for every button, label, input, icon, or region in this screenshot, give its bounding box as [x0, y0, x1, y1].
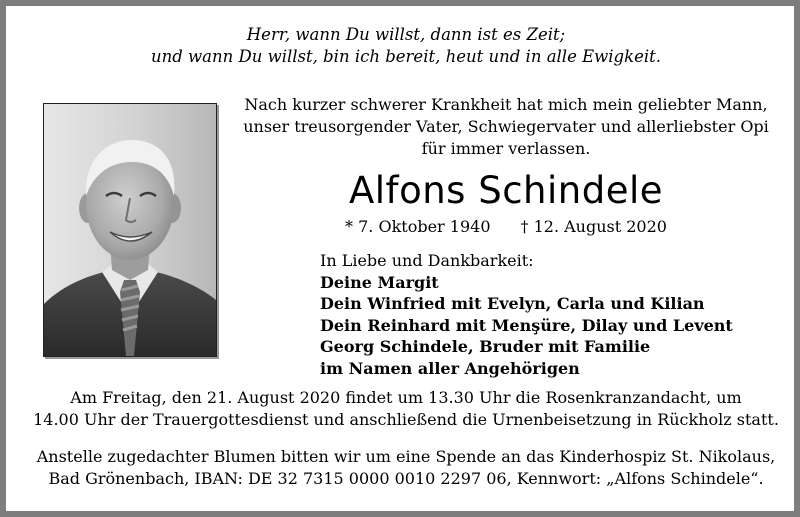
service-line-2: 14.00 Uhr der Trauergottesdienst und anschließend die Urnenbeisetzung in Rückholz statt. [33, 409, 779, 429]
funeral-service-info [6, 387, 800, 430]
mourner-entry: Dein Winfried mit Evelyn, Carla und Kilian [320, 294, 705, 313]
verse-line-1: Herr, wann Du willst, dann ist es Zeit; [246, 25, 566, 44]
mourner-entry: Dein Reinhard mit Menşüre, Dilay und Levent [320, 315, 733, 335]
birth-date: * 7. Oktober 1940 [345, 217, 491, 236]
announcement-line-3: für immer verlassen. [421, 139, 591, 158]
verse-line-2: und wann Du willst, bin ich bereit, heut und in alle Ewigkeit. [150, 47, 662, 66]
mourner-entry: im Namen aller Angehörigen [320, 358, 580, 378]
announcement-line-2: unser treusorgender Vater, Schwiegervater und allerliebster Opi [243, 117, 769, 136]
life-dates [228, 216, 784, 238]
deceased-name: Alfons Schindele [348, 169, 664, 212]
death-announcement [228, 94, 784, 160]
announcement-line-1: Nach kurzer schwerer Krankheit hat mich mein geliebter Mann, [244, 95, 768, 114]
portrait-photo [43, 103, 217, 357]
bible-verse [6, 24, 800, 68]
death-date: † 12. August 2020 [520, 217, 667, 236]
mourners-lead: In Liebe und Dankbarkeit: [320, 251, 534, 270]
donation-line-2: Bad Grönenbach, IBAN: DE 32 7315 0000 0010 2297 06, Kennwort: „Alfons Schindele“. [48, 468, 764, 488]
service-line-1: Am Freitag, den 21. August 2020 findet um 13.30 Uhr die Rosenkranzandacht, um [70, 388, 742, 407]
mourner-entry: Georg Schindele, Bruder mit Familie [320, 337, 651, 356]
donation-line-1: Anstelle zugedachter Blumen bitten wir um eine Spende an das Kinderhospiz St. Nikolaus, [36, 447, 776, 466]
mourner-entry: Deine Margit [320, 272, 439, 292]
donation-request [6, 446, 800, 489]
mourners-list [320, 250, 733, 379]
